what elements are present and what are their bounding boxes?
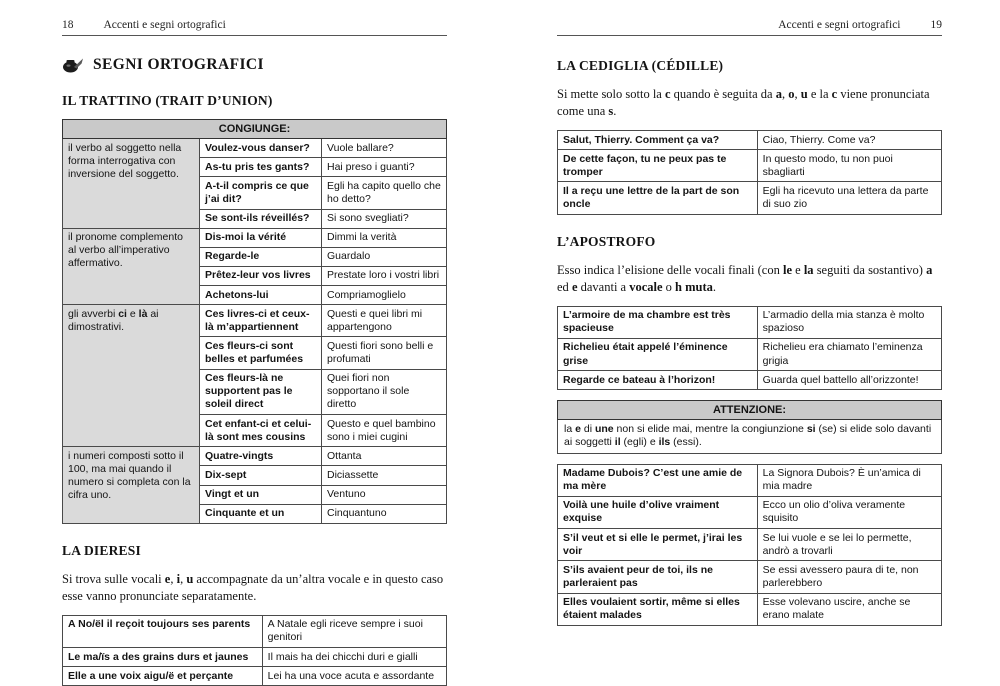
- congiunge-header: CONGIUNGE:: [63, 120, 447, 139]
- attenzione-note: [558, 420, 942, 453]
- italian-text: Guardalo: [322, 247, 447, 266]
- italian-text: A Natale egli riceve sempre i suoi genitori: [262, 615, 446, 647]
- apostrofo-table: [557, 306, 942, 391]
- text-segment: ,: [794, 87, 801, 101]
- section-title-text: SEGNI ORTOGRAFICI: [93, 56, 264, 73]
- italian-text: Vuole ballare?: [322, 139, 447, 158]
- french-text: Achetons-lui: [200, 286, 322, 305]
- text-segment: ci: [118, 307, 127, 320]
- text-segment: gli avverbi: [68, 307, 119, 320]
- text-segment: vocale: [629, 279, 663, 294]
- italian-text: Cinquantuno: [322, 504, 447, 523]
- french-text: Voulez-vous danser?: [200, 139, 322, 158]
- page-number: 18: [62, 19, 74, 31]
- running-header: [557, 19, 942, 36]
- french-text: Le ma/ïs a des grains durs et jaunes: [63, 648, 263, 667]
- example-row: [558, 338, 942, 370]
- french-text: Dis-moi la vérité: [200, 228, 322, 247]
- example-row: [558, 529, 942, 561]
- italian-text: Esse volevano uscire, anche se erano malate: [757, 593, 941, 625]
- text-segment: le: [782, 262, 793, 277]
- text-segment: ,: [170, 571, 177, 586]
- text-segment: .: [712, 279, 717, 294]
- text-segment: u: [800, 87, 808, 101]
- text-segment: c: [831, 87, 838, 101]
- text-segment: (se) si elide solo davanti ai soggetti: [564, 423, 932, 449]
- italian-text: Questo e quel bambino sono i miei cugini: [322, 415, 447, 447]
- attenzione-note-row: [558, 420, 942, 453]
- rule-cell: [63, 305, 200, 447]
- text-segment: il pronome complemento al verbo all’imperativo affermativo.: [68, 231, 183, 270]
- text-segment: a: [775, 87, 782, 101]
- text-segment: ,: [781, 87, 789, 101]
- text-segment: a: [926, 262, 933, 277]
- french-text: Vingt et un: [200, 485, 322, 504]
- text-segment: c: [664, 87, 671, 101]
- table-header-row: [63, 120, 447, 139]
- text-segment: ,: [180, 571, 187, 586]
- dieresi-table: [62, 615, 447, 686]
- example-row: [63, 615, 447, 647]
- french-text: Ces fleurs-là ne supportent pas le soleil direct: [200, 369, 322, 414]
- italian-text: Ventuno: [322, 485, 447, 504]
- italian-text: Richelieu era chiamato l’eminenza grigia: [757, 338, 941, 370]
- italian-text: Dimmi la verità: [322, 228, 447, 247]
- italian-text: Questi e quei libri mi appartengono: [322, 305, 447, 337]
- example-row: [558, 306, 942, 338]
- text-segment: o: [788, 87, 795, 101]
- example-row: [558, 150, 942, 182]
- french-text: Se sont-ils réveillés?: [200, 209, 322, 228]
- example-row: [63, 648, 447, 667]
- italian-text: Ecco un olio d’oliva veramente squisito: [757, 496, 941, 528]
- french-text: L’armoire de ma chambre est très spacieuse: [558, 306, 758, 338]
- french-text: Prêtez-leur vos livres: [200, 266, 322, 285]
- french-text: Il a reçu une lettre de la part de son oncle: [558, 182, 758, 214]
- french-text: De cette façon, tu ne peux pas te tromper: [558, 150, 758, 182]
- running-title: Accenti e segni ortografici: [103, 19, 226, 31]
- cediglia-intro: [557, 86, 942, 120]
- text-segment: e la: [807, 87, 832, 101]
- french-text: Elle a une voix aigu/ë et perçante: [63, 667, 263, 686]
- example-row: [558, 371, 942, 390]
- attenzione-examples-table: [557, 464, 942, 626]
- french-text: Quatre-vingts: [200, 447, 322, 466]
- italian-text: Si sono svegliati?: [322, 209, 447, 228]
- italian-text: Se lui vuole e se lei lo permette, andrò a trovarli: [757, 529, 941, 561]
- text-segment: la: [803, 262, 814, 277]
- italian-text: Se essi avessero paura di te, non parlerebbero: [757, 561, 941, 593]
- text-segment: i: [176, 571, 181, 586]
- dieresi-heading: LA DIERESI: [62, 542, 141, 558]
- text-segment: là: [138, 307, 148, 320]
- text-segment: e: [571, 279, 578, 294]
- example-row: [558, 561, 942, 593]
- cediglia-table: [557, 130, 942, 215]
- rule-cell: [63, 228, 200, 305]
- apostrofo-heading: L’APOSTROFO: [557, 233, 656, 249]
- italian-text: Questi fiori sono belli e profumati: [322, 337, 447, 369]
- text-segment: e: [164, 571, 171, 586]
- text-segment: il verbo al soggetto nella forma interrogativa con inversione del soggetto.: [68, 141, 182, 180]
- text-segment: i numeri composti sotto il 100, ma mai quando il numero si completa con la cifra uno.: [68, 449, 191, 502]
- example-row: [63, 228, 447, 247]
- italian-text: L’armadio della mia stanza è molto spazioso: [757, 306, 941, 338]
- table-header-row: [558, 401, 942, 420]
- text-segment: (essi).: [670, 436, 702, 449]
- text-segment: Si mette solo sotto la: [557, 87, 665, 101]
- text-segment: Si trova sulle vocali: [62, 571, 165, 586]
- french-text: A No/ël il reçoit toujours ses parents: [63, 615, 263, 647]
- example-row: [558, 131, 942, 150]
- text-segment: quando è seguita da: [670, 87, 776, 101]
- text-segment: seguiti da sostantivo): [813, 262, 927, 277]
- italian-text: Egli ha capito quello che ho detto?: [322, 177, 447, 209]
- french-text: Regarde ce bateau à l’horizon!: [558, 371, 758, 390]
- page-left: [0, 0, 500, 682]
- example-row: [558, 593, 942, 625]
- ink-pen-icon: [62, 57, 84, 73]
- text-segment: ed: [557, 279, 572, 294]
- text-segment: .: [613, 104, 617, 118]
- cediglia-heading: LA CEDIGLIA (CÉDILLE): [557, 58, 724, 73]
- french-text: Madame Dubois? C’est une amie de ma mère: [558, 464, 758, 496]
- text-segment: u: [186, 571, 194, 586]
- text-segment: e: [575, 423, 581, 436]
- apostrofo-intro: [557, 262, 942, 296]
- french-text: Cet enfant-ci et celui-là sont mes cousins: [200, 415, 322, 447]
- text-segment: e: [792, 262, 804, 277]
- section-heading: [62, 56, 447, 74]
- french-text: S’il veut et si elle le permet, j’irai les voir: [558, 529, 758, 561]
- rule-cell: [63, 447, 200, 524]
- example-row: [63, 447, 447, 466]
- text-segment: o: [662, 279, 676, 294]
- page-right: [500, 0, 1000, 673]
- text-segment: davanti a: [577, 279, 630, 294]
- text-segment: accompagnate da un’altra vocale e in questo caso esse vanno pronunciate separatamente.: [62, 571, 444, 603]
- attenzione-box: [557, 400, 942, 453]
- italian-text: Ottanta: [322, 447, 447, 466]
- french-text: Voilà une huile d’olive vraiment exquise: [558, 496, 758, 528]
- text-segment: di: [580, 423, 595, 436]
- italian-text: Lei ha una voce acuta e assordante: [262, 667, 446, 686]
- italian-text: Guarda quel battello all’orizzonte!: [757, 371, 941, 390]
- text-segment: h muta: [675, 279, 713, 294]
- page-number: 19: [930, 19, 942, 31]
- text-segment: non si elide mai, mentre la congiunzione: [613, 423, 807, 436]
- example-row: [63, 139, 447, 158]
- text-segment: la: [564, 423, 576, 436]
- italian-text: La Signora Dubois? È un’amica di mia madre: [757, 464, 941, 496]
- italian-text: In questo modo, tu non puoi sbagliarti: [757, 150, 941, 182]
- french-text: Ces fleurs-ci sont belles et parfumées: [200, 337, 322, 369]
- rule-cell: [63, 139, 200, 229]
- french-text: As-tu pris tes gants?: [200, 158, 322, 177]
- congiunge-table: [62, 119, 447, 524]
- text-segment: ils: [658, 436, 671, 449]
- dieresi-intro: [62, 571, 447, 605]
- text-segment: Esso indica l’elisione delle vocali finali (con: [557, 262, 783, 277]
- attenzione-header: ATTENZIONE:: [558, 401, 942, 420]
- text-segment: e: [126, 307, 139, 320]
- text-segment: (egli) e: [620, 436, 659, 449]
- italian-text: Prestate loro i vostri libri: [322, 266, 447, 285]
- french-text: Regarde-le: [200, 247, 322, 266]
- french-text: Ces livres-ci et ceux-là m’appartiennent: [200, 305, 322, 337]
- trattino-heading: IL TRATTINO (TRAIT D’UNION): [62, 93, 273, 108]
- example-row: [63, 305, 447, 337]
- example-row: [558, 464, 942, 496]
- example-row: [63, 667, 447, 686]
- text-segment: une: [594, 423, 614, 436]
- french-text: Cinquante et un: [200, 504, 322, 523]
- italian-text: Ciao, Thierry. Come va?: [757, 131, 941, 150]
- french-text: Dix-sept: [200, 466, 322, 485]
- text-segment: viene pronunciata come una: [557, 87, 930, 118]
- french-text: S’ils avaient peur de toi, ils ne parleraient pas: [558, 561, 758, 593]
- text-segment: si: [806, 423, 816, 436]
- italian-text: Quei fiori non sopportano il sole diretto: [322, 369, 447, 414]
- italian-text: Compriamoglielo: [322, 286, 447, 305]
- french-text: Richelieu était appelé l’éminence grise: [558, 338, 758, 370]
- french-text: Salut, Thierry. Comment ça va?: [558, 131, 758, 150]
- italian-text: Diciassette: [322, 466, 447, 485]
- italian-text: Egli ha ricevuto una lettera da parte di suo zio: [757, 182, 941, 214]
- running-title: Accenti e segni ortografici: [778, 19, 901, 31]
- example-row: [558, 182, 942, 214]
- italian-text: Il mais ha dei chicchi duri e gialli: [262, 648, 446, 667]
- french-text: Elles voulaient sortir, même si elles étaient malades: [558, 593, 758, 625]
- text-segment: ai dimostrativi.: [68, 307, 159, 333]
- example-row: [558, 496, 942, 528]
- text-segment: il: [614, 436, 621, 449]
- french-text: A-t-il compris ce que j’ai dit?: [200, 177, 322, 209]
- italian-text: Hai preso i guanti?: [322, 158, 447, 177]
- running-header: [62, 19, 447, 36]
- text-segment: s: [608, 104, 614, 118]
